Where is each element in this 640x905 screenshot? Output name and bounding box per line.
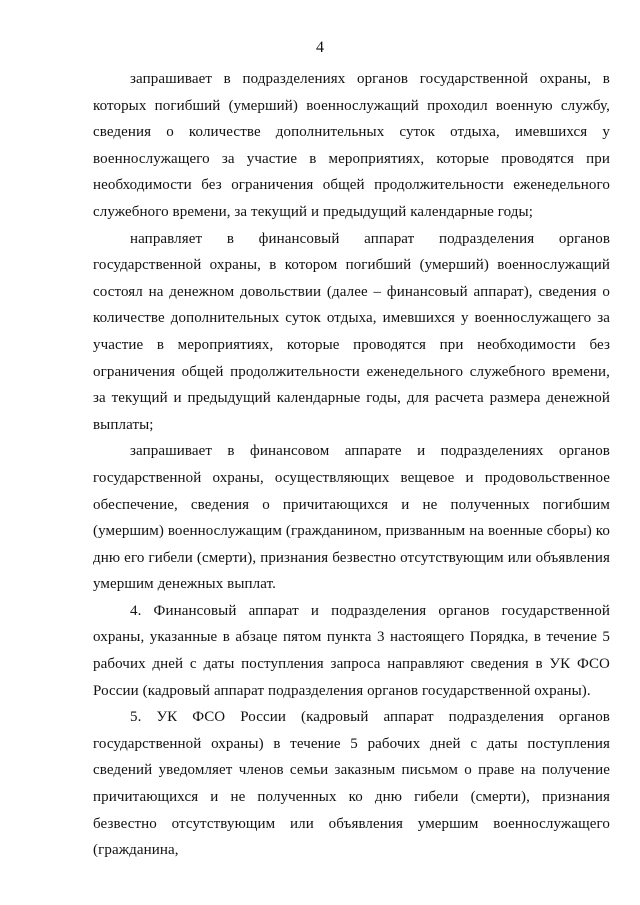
- paragraph-item-5: 5. УК ФСО России (кадровый аппарат подразделения органов государственной охраны) в течение 5 рабочих дней с даты поступления сведений уведомляет членов семьи заказным письмом о праве на получение причитающихся и не полученных ко дню гибели (смерти), признания безвестно отсутствующим или объявления умершим военнослужащего (гражданина,: [93, 709, 610, 859]
- paragraph-item-4: 4. Финансовый аппарат и подразделения органов государственной охраны, указанные в абзаце пятом пункта 3 настоящего Порядка, в течение 5 рабочих дней с даты поступления запроса направляют сведения в УК ФСО России (кадровый аппарат подразделения органов государственной охраны).: [93, 602, 610, 699]
- paragraph-request-rest-days: запрашивает в подразделениях органов государственной охраны, в которых погибший (умерший) военнослужащий проходил военную службу, сведения о количестве дополнительных суток отдыха, имевшихся у военнослужащего за участие в мероприятиях, которые проводятся при необходимости без ограничения общей продолжительности еженедельного служебного времени, за текущий и предыдущий календарные годы;: [93, 71, 610, 220]
- paragraph-request-payments: запрашивает в финансовом аппарате и подразделениях органов государственной охраны, осуществляющих вещевое и продовольственное обеспечение, сведения о причитающихся и не полученных погибшим (умершим) военнослужащим (гражданином, призванным на военные сборы) ко дню его гибели (смерти), признания безвестно отсутствующим или объявления умершим денежных выплат.: [93, 443, 610, 593]
- paragraph-send-to-finance: направляет в финансовый аппарат подразделения органов государственной охраны, в котором погибший (умерший) военнослужащий состоял на денежном довольствии (далее – финансовый аппарат), сведения о количестве дополнительных суток отдыха, имевшихся у военнослужащего за участие в мероприятиях, которые проводятся при необходимости без ограничения общей продолжительности еженедельного служебного времени, за текущий и предыдущий календарные годы, для расчета размера денежной выплаты;: [93, 230, 610, 433]
- page-number: 4: [316, 39, 324, 56]
- document-body: [93, 66, 610, 864]
